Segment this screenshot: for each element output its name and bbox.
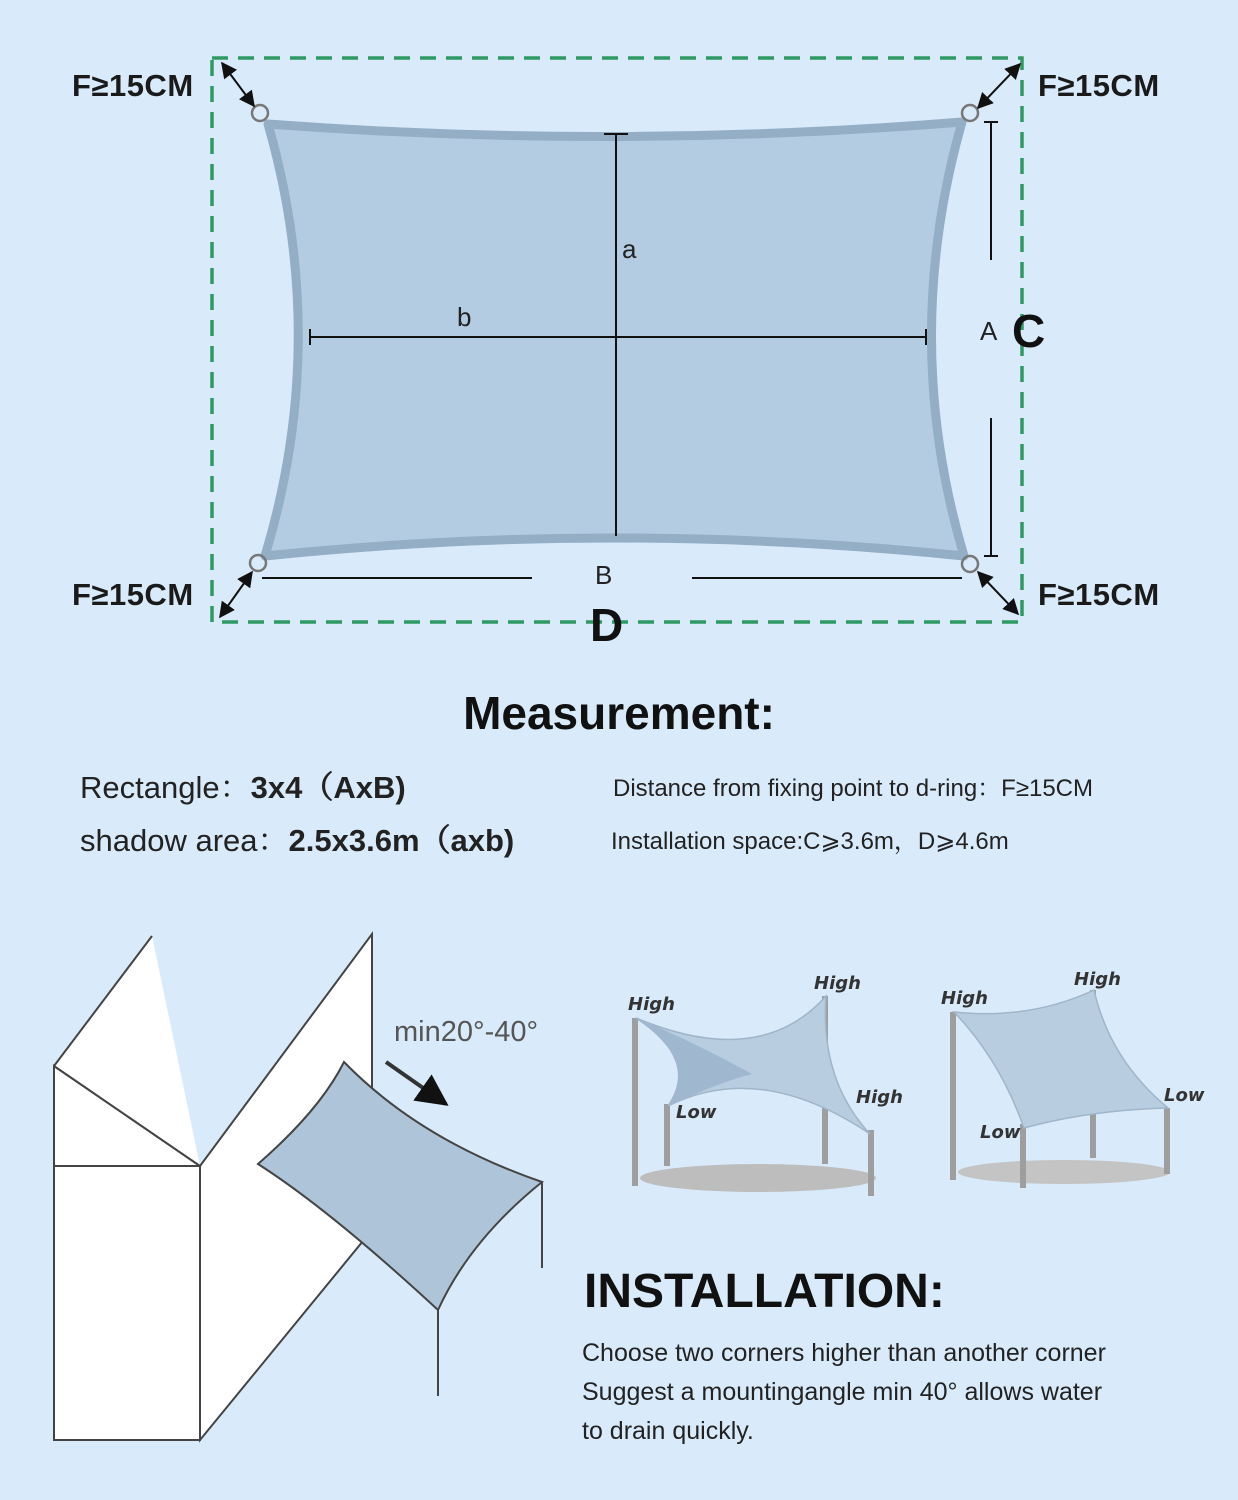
shadow-area-spec [80, 815, 514, 860]
shadow-area-value: 2.5x3.6m（axb) [288, 823, 515, 858]
installation-title: INSTALLATION: [584, 1265, 945, 1318]
dim-label-a: a [622, 234, 637, 264]
installation-line-1: Choose two corners higher than another corner [582, 1339, 1106, 1367]
twisted-low: Low [676, 1102, 717, 1123]
space-label-D: D [590, 599, 624, 651]
distance-spec: Distance from fixing point to d-ring：F≥15CM [613, 775, 1094, 802]
square-low-left: Low [980, 1122, 1021, 1143]
dim-label-b: b [457, 302, 472, 332]
twisted-high-top: High [814, 973, 861, 994]
corner-distance-label-br: F≥15CM [1038, 577, 1160, 612]
twisted-high-left: High [628, 994, 675, 1015]
space-label-C: C [1012, 305, 1046, 357]
rectangle-label: Rectangle： [80, 770, 251, 805]
f-arrow-tl [222, 63, 254, 106]
d-ring-bl [250, 555, 266, 571]
square-sail-illustration [950, 990, 1170, 1188]
f-arrow-br [978, 572, 1018, 614]
square-high-left: High [941, 988, 988, 1009]
d-ring-tr [962, 105, 978, 121]
dim-label-B: B [595, 560, 613, 590]
rectangle-spec [80, 762, 406, 807]
angle-arrow [386, 1062, 446, 1104]
dim-label-A: A [980, 316, 998, 346]
corner-distance-label-tr: F≥15CM [1038, 68, 1160, 103]
angle-label: min20°-40° [394, 1016, 539, 1048]
installation-line-2: Suggest a mountingangle min 40° allows water [582, 1378, 1103, 1406]
f-arrow-bl [220, 572, 252, 617]
d-ring-br [962, 556, 978, 572]
installation-line-3: to drain quickly. [582, 1417, 754, 1445]
f-arrow-tr [978, 64, 1020, 108]
twisted-high-right: High [856, 1087, 903, 1108]
sail-shape [265, 122, 964, 556]
rectangle-value: 3x4（AxB) [250, 770, 406, 805]
d-ring-tl [252, 105, 268, 121]
corner-distance-label-bl: F≥15CM [72, 577, 194, 612]
installation-text [582, 1334, 1106, 1451]
corner-distance-label-tl: F≥15CM [72, 68, 194, 103]
square-high-top: High [1074, 969, 1121, 990]
shadow-area-label: shadow area： [80, 823, 289, 858]
twisted-sail-illustration [632, 996, 876, 1196]
installation-space-spec: Installation space:C⩾3.6m，D⩾4.6m [611, 828, 1009, 855]
square-low-right: Low [1164, 1085, 1205, 1106]
measurement-title: Measurement: [463, 687, 775, 739]
